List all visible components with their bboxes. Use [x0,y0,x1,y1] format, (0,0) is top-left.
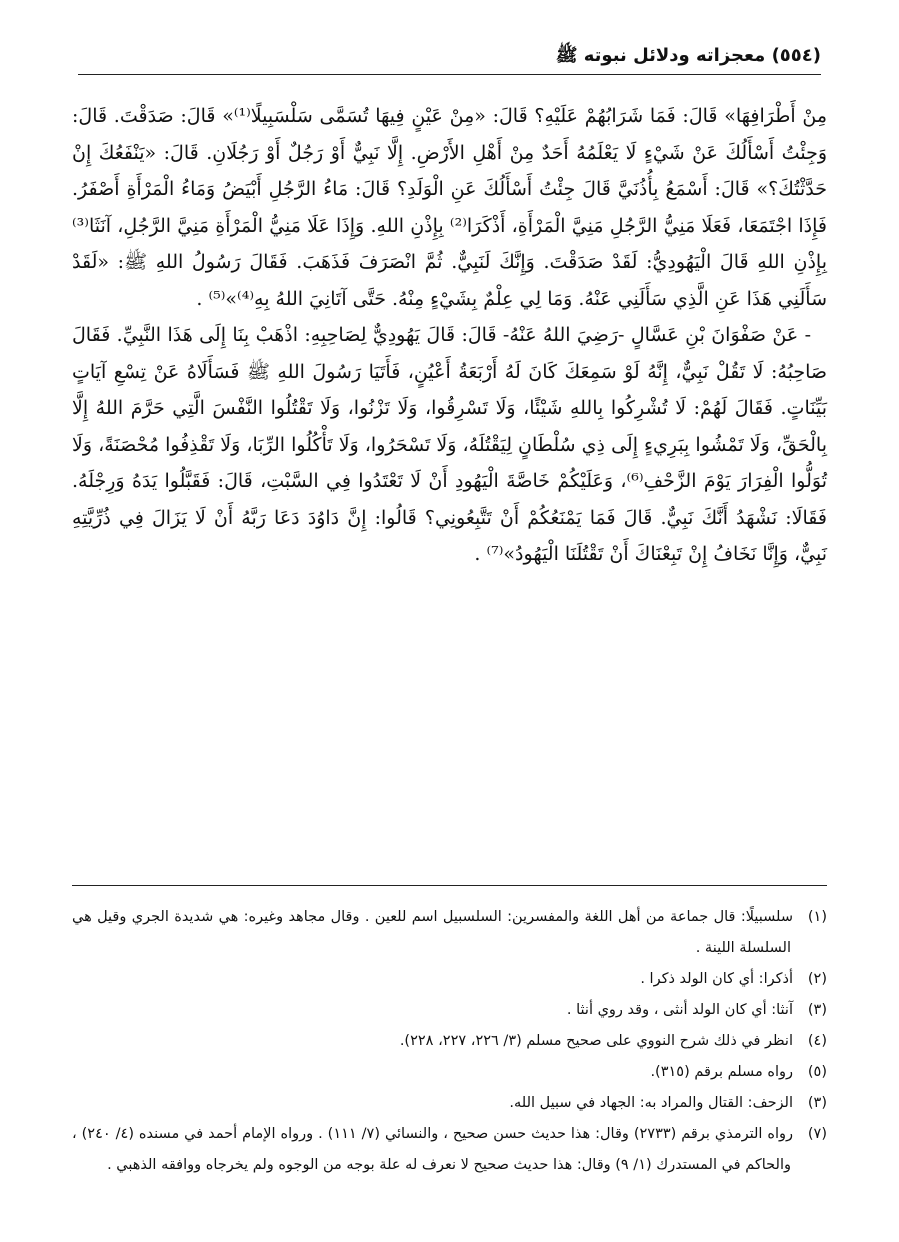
footnote [72,1119,827,1181]
footnote [72,1057,827,1088]
footnote-number: (٤) [807,1033,827,1049]
footnote [72,902,827,964]
footnote-number: (٣) [807,1095,827,1111]
footnote-number: (٧) [807,1126,827,1142]
footnotes-section [72,902,827,1181]
running-title: (٥٥٤) معجزاته ودلائل نبوته ﷺ [555,45,821,66]
footnote-number: (٢) [807,971,827,987]
footnote-divider [72,885,827,886]
footnote-text: الزحف: القتال والمراد به: الجهاد في سبيل الله. [509,1095,793,1111]
footnote [72,995,827,1026]
hadith-paragraph-2: - عَنْ صَفْوَانَ بْنِ عَسَّالٍ -رَضِيَ اللهُ عَنْهُ- قَالَ: قَالَ يَهُودِيٌّ لِصَاحِبِهِ: اذْهَبْ بِنَا إِلَى هَذَا النَّبِيِّ. فَقَالَ صَاحِبُهُ: لَا تَقُلْ نَبِيٌّ، إِنَّهُ لَوْ سَمِعَكَ كَانَ لَهُ أَرْبَعَةُ أَعْيُنٍ، فَأَتَيَا رَسُولَ اللهِ ﷺ فَسَأَلَاهُ عَنْ تِسْعِ آيَاتٍ بَيِّنَاتٍ. فَقَالَ لَهُمْ: لَا تُشْرِكُوا بِاللهِ شَيْئًا، وَلَا تَسْرِقُوا، وَلَا تَزْنُوا، وَلَا تَقْتُلُوا النَّفْسَ الَّتِي حَرَّمَ اللهُ إِلَّا بِالْحَقِّ، وَلَا تَمْشُوا بِبَرِيءٍ إِلَى ذِي سُلْطَانٍ لِيَقْتُلَهُ، وَلَا تَسْحَرُوا، وَلَا تَأْكُلُوا الرِّبَا، وَلَا تَقْذِفُوا مُحْصَنَةً، وَلَا تُوَلُّوا الْفِرَارَ يَوْمَ الزَّحْفِ⁽⁶⁾، وَعَلَيْكُمْ خَاصَّةَ الْيَهُودِ أَنْ لَا تَعْتَدُوا فِي السَّبْتِ، قَالَ: فَقَبَّلُوا يَدَهُ وَرِجْلَهُ. فَقَالَا: نَشْهَدُ أَنَّكَ نَبِيٌّ. قَالَ فَمَا يَمْنَعُكُمْ أَنْ تَتَّبِعُونِي؟ قَالُوا: إِنَّ دَاوُدَ دَعَا رَبَّهُ أَنْ لَا يَزَالَ فِي ذُرِّيَّتِهِ نَبِيٌّ، وَإِنَّا نَخَافُ إِنْ تَبِعْنَاكَ أَنْ تَقْتُلَنَا الْيَهُودُ»⁽⁷⁾ . [72,324,827,565]
main-text [72,98,827,573]
footnote [72,1088,827,1119]
footnote-text: أذكرا: أي كان الولد ذكرا . [640,971,793,987]
footnote [72,1026,827,1057]
footnote-number: (١) [807,909,827,925]
footnote-text: آنثا: أي كان الولد أنثى ، وقد روي أنثا . [566,1002,793,1018]
footnote [72,964,827,995]
footnote-text: سلسبيلًا: قال جماعة من أهل اللغة والمفسرين: السلسبيل اسم للعين . وقال مجاهد وغيره: هي شديدة الجري وقيل هي السلسلة اللينة . [72,909,793,956]
footnote-text: انظر في ذلك شرح النووي على صحيح مسلم (٣/ ٢٢٦، ٢٢٧، ٢٢٨). [399,1033,793,1049]
hadith-paragraph-1: مِنْ أَطْرَافِهَا» قَالَ: فَمَا شَرَابُهُمْ عَلَيْهِ؟ قَالَ: «مِنْ عَيْنٍ فِيهَا تُسَمَّى سَلْسَبِيلًا⁽¹⁾» قَالَ: صَدَقْتَ. قَالَ: وَجِئْتُ أَسْأَلُكَ عَنْ شَيْءٍ لَا يَعْلَمُهُ أَحَدٌ مِنْ أَهْلِ الأَرْضِ. إِلَّا نَبِيٌّ أَوْ رَجُلٌ أَوْ رَجُلَانِ. قَالَ: «يَنْفَعُكَ إِنْ حَدَّثْتُكَ؟» قَالَ: أَسْمَعُ بِأُذُنَيَّ قَالَ جِئْتُ أَسْأَلُكَ عَنِ الْوَلَدِ؟ قَالَ: مَاءُ الرَّجُلِ أَبْيَضُ وَمَاءُ الْمَرْأَةِ أَصْفَرُ. فَإِذَا اجْتَمَعَا، فَعَلَا مَنِيُّ الرَّجُلِ مَنِيَّ الْمَرْأَةِ، أَذْكَرَا⁽²⁾ بِإِذْنِ اللهِ. وَإِذَا عَلَا مَنِيُّ الْمَرْأَةِ مَنِيَّ الرَّجُلِ، آنَثَا⁽³⁾ بِإِذْنِ اللهِ قَالَ الْيَهُودِيُّ: لَقَدْ صَدَقْتَ. وَإِنَّكَ لَنَبِيٌّ. ثُمَّ انْصَرَفَ فَذَهَبَ. فَقَالَ رَسُولُ اللهِ ﷺ: «لَقَدْ سَأَلَنِي هَذَا عَنِ الَّذِي سَأَلَنِي عَنْهُ. وَمَا لِي عِلْمٌ بِشَيْءٍ مِنْهُ. حَتَّى آتَانِيَ اللهُ بِهِ⁽⁴⁾»⁽⁵⁾ . [72,105,827,310]
page-header [78,40,821,75]
footnote-number: (٣) [807,1002,827,1018]
footnote-text: رواه مسلم برقم (٣١٥). [650,1064,793,1080]
footnote-text: رواه الترمذي برقم (٢٧٣٣) وقال: هذا حديث حسن صحيح ، والنسائي (٧/ ١١١) . ورواه الإمام أحمد في مسنده (٤/ ٢٤٠) ، والحاكم في المستدرك (١/ ٩) وقال: هذا حديث صحيح لا نعرف له علة بوجه من الوجوه ولم يخرجاه ووافقه الذهبي . [72,1126,793,1173]
footnote-number: (٥) [807,1064,827,1080]
